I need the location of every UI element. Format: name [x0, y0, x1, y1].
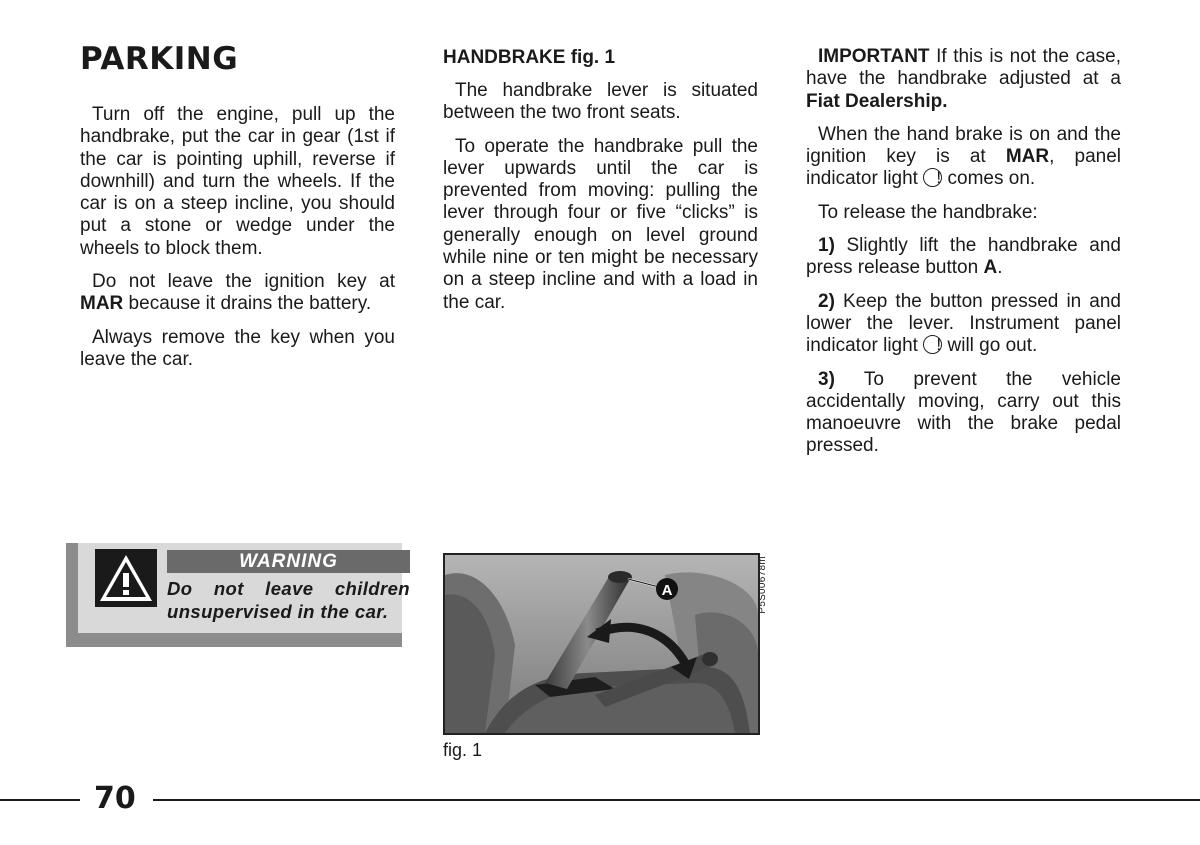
important-label: IMPORTANT — [818, 46, 930, 67]
figure-code: P5S00678m — [757, 556, 768, 614]
important-paragraph: IMPORTANT If this is not the case, have the handbrake adjusted at a Fiat Dealership. — [806, 46, 1121, 112]
handbrake-paragraph-1: The handbrake lever is situated between the two front seats. — [443, 80, 758, 124]
parking-paragraph-2: Do not leave the ignition key at MAR because it drains the battery. — [80, 271, 395, 315]
parking-section — [80, 40, 395, 382]
release-step-2: 2) Keep the button pressed in and lower the lever. Instrument panel indicator light ! will go out. — [806, 290, 1121, 357]
handbrake-section — [443, 46, 758, 325]
warning-panel — [78, 543, 410, 633]
handbrake-paragraph-2: To operate the handbrake pull the lever upwards until the car is prevented from moving: pulling the lever through four or five “clicks” is generally enough on level ground while nine or ten might be necessary on a steep incline and with a load in the car. — [443, 135, 758, 313]
parking-paragraph-1: Turn off the engine, pull up the handbrake, put the car in gear (1st if the car is pointing uphill, reverse if downhill) and turn the wheels. If the car is on a steep incline, you should put a stone or wedge under the wheels to block them. — [80, 104, 395, 259]
handbrake-illustration — [445, 555, 758, 733]
figure-caption: fig. 1 — [443, 740, 483, 760]
warning-heading: WARNING — [167, 550, 410, 573]
release-intro: To release the handbrake: — [818, 201, 1038, 223]
page-title: PARKING — [80, 41, 239, 77]
handbrake-figure — [443, 553, 760, 735]
handbrake-warning-light-icon: ! — [923, 168, 942, 187]
handbrake-title: HANDBRAKE fig. 1 — [443, 47, 616, 68]
release-step-3: 3) To prevent the vehicle accidentally moving, carry out this manoeuvre with the brake pedal pressed. — [806, 368, 1121, 457]
callout-label-a: A — [661, 582, 673, 599]
warning-box — [66, 543, 410, 647]
footer-rule — [153, 799, 1200, 801]
warning-text: Do not leave children unsupervised in the car. — [167, 578, 410, 622]
indicator-paragraph: When the hand brake is on and the ignition key is at MAR, panel indicator light ! comes on. — [806, 123, 1121, 190]
footer-rule — [0, 799, 80, 801]
release-step-1: 1) Slightly lift the handbrake and press release button A. — [806, 235, 1121, 279]
parking-paragraph-3: Always remove the key when you leave the car. — [80, 326, 395, 370]
release-section — [806, 46, 1121, 469]
handbrake-warning-light-icon: ! — [923, 335, 942, 354]
warning-icon — [95, 549, 157, 607]
warning-box-shadow — [66, 631, 402, 647]
page-number: 70 — [94, 781, 136, 816]
